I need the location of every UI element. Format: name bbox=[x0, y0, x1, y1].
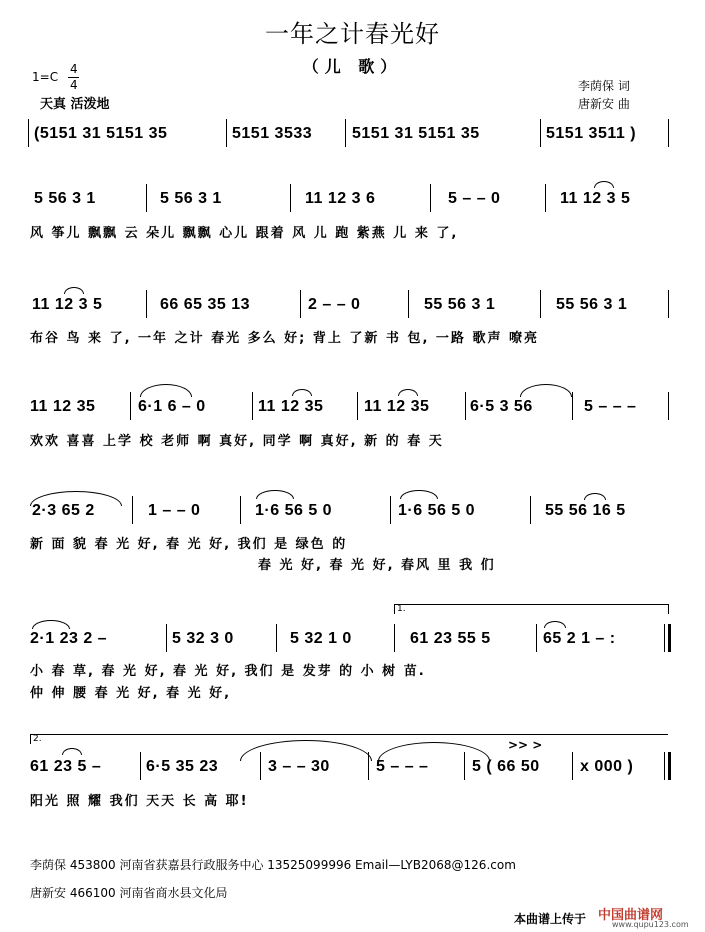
slur-arc bbox=[32, 620, 70, 629]
measure: 5151 31 5151 35 bbox=[352, 125, 480, 142]
expression-marking: 天真 活泼地 bbox=[40, 97, 110, 112]
measure: 5151 3511 ) bbox=[546, 125, 637, 142]
lyrics-line: 风 筝儿 飘飘 云 朵儿 飘飘 心儿 跟着 风 儿 跑 紫燕 儿 来 了, bbox=[30, 226, 459, 241]
measure: 5 ( 66 50 bbox=[472, 758, 540, 775]
measure: 11 12 3 6 bbox=[305, 190, 376, 207]
measure: 1·6 56 5 0 bbox=[398, 502, 476, 519]
lyrics-line-1: 小 春 草, 春 光 好, 春 光 好, 我们 是 发芽 的 小 树 苗. bbox=[30, 664, 426, 679]
volta-label-1: 1. bbox=[397, 604, 406, 614]
composer-credit: 唐新安 曲 bbox=[578, 97, 630, 111]
lyrics-line: 欢欢 喜喜 上学 校 老师 啊 真好, 同学 啊 真好, 新 的 春 天 bbox=[30, 434, 444, 449]
measure: 65 2 1 – : bbox=[543, 630, 616, 647]
measure: 1·6 56 5 0 bbox=[255, 502, 333, 519]
slur-arc bbox=[140, 384, 192, 397]
measure: 11 12 35 bbox=[258, 398, 324, 415]
measure: 5 – – – bbox=[584, 398, 637, 415]
measure: 66 65 35 13 bbox=[160, 296, 251, 313]
lyrics-line: 阳光 照 耀 我们 天天 长 高 耶! bbox=[30, 794, 249, 809]
measure: 5151 3533 bbox=[232, 125, 313, 142]
lyrics-line-1: 新 面 貌 春 光 好, 春 光 好, 我们 是 绿色 的 bbox=[30, 537, 348, 552]
measure: 55 56 16 5 bbox=[545, 502, 626, 519]
measure: 2 – – 0 bbox=[308, 296, 361, 313]
volta-label-2: 2. bbox=[33, 734, 42, 744]
tie-arc bbox=[292, 389, 312, 396]
measure: 6·1 6 – 0 bbox=[138, 398, 206, 415]
accent-marks: >> > bbox=[508, 738, 543, 752]
volta-bracket-1 bbox=[394, 604, 668, 605]
lyrics-line: 布谷 鸟 来 了, 一年 之计 春光 多么 好; 背上 了新 书 包, 一路 歌声 嘹亮 bbox=[30, 331, 539, 346]
measure: 11 12 35 bbox=[30, 398, 96, 415]
tie-arc bbox=[544, 621, 566, 628]
song-subtitle: （儿 歌） bbox=[302, 57, 403, 76]
measure: 55 56 3 1 bbox=[556, 296, 628, 313]
measure: 2·3 65 2 bbox=[32, 502, 95, 519]
measure: 11 12 3 5 bbox=[560, 190, 631, 207]
lyrics-line-2: 仲 伸 腰 春 光 好, 春 光 好, bbox=[30, 686, 232, 701]
measure: 1 – – 0 bbox=[148, 502, 201, 519]
measure: (5151 31 5151 35 bbox=[34, 125, 168, 142]
measure: 6·5 35 23 bbox=[146, 758, 219, 775]
tie-arc bbox=[398, 389, 418, 396]
slur-arc bbox=[520, 384, 572, 397]
song-title: 一年之计春光好 bbox=[265, 20, 440, 48]
measure: 5 32 1 0 bbox=[290, 630, 352, 647]
tie-arc bbox=[64, 287, 84, 294]
measure: 61 23 5 – bbox=[30, 758, 102, 775]
slur-arc bbox=[400, 490, 438, 499]
key-signature: 1=C bbox=[32, 70, 59, 84]
measure: x 000 ) bbox=[580, 758, 634, 775]
measure: 5 – – 0 bbox=[448, 190, 501, 207]
measure: 11 12 35 bbox=[364, 398, 430, 415]
tie-arc bbox=[594, 181, 614, 188]
logo-url: www.qupu123.com bbox=[612, 920, 689, 929]
measure: 5 56 3 1 bbox=[160, 190, 222, 207]
measure: 5 32 3 0 bbox=[172, 630, 234, 647]
measure: 3 – – 30 bbox=[268, 758, 330, 775]
measure: 11 12 3 5 bbox=[32, 296, 103, 313]
upload-label: 本曲谱上传于 bbox=[514, 912, 587, 926]
contact-lyricist: 李荫保 453800 河南省获嘉县行政服务中心 13525099996 Email—LYB2068@126.com bbox=[30, 858, 516, 872]
measure: 6·5 3 56 bbox=[470, 398, 533, 415]
measure: 2·1 23 2 – bbox=[30, 630, 108, 647]
site-logo[interactable] bbox=[598, 904, 689, 929]
slur-arc bbox=[256, 490, 294, 499]
lyrics-line-2: 春 光 好, 春 光 好, 春风 里 我 们 bbox=[258, 558, 496, 573]
lyricist-credit: 李荫保 词 bbox=[578, 79, 630, 93]
measure: 5 56 3 1 bbox=[34, 190, 96, 207]
tie-arc bbox=[62, 748, 82, 755]
contact-composer: 唐新安 466100 河南省商水县文化局 bbox=[30, 886, 228, 900]
time-signature-bottom: 4 bbox=[70, 78, 78, 92]
volta-bracket-2 bbox=[30, 734, 668, 735]
measure: 61 23 55 5 bbox=[410, 630, 491, 647]
measure: 5 – – – bbox=[376, 758, 429, 775]
time-signature-top: 4 bbox=[70, 62, 78, 76]
tie-arc bbox=[584, 493, 606, 500]
measure: 55 56 3 1 bbox=[424, 296, 496, 313]
logo-mark-icon: 中国曲谱网 bbox=[598, 908, 664, 923]
